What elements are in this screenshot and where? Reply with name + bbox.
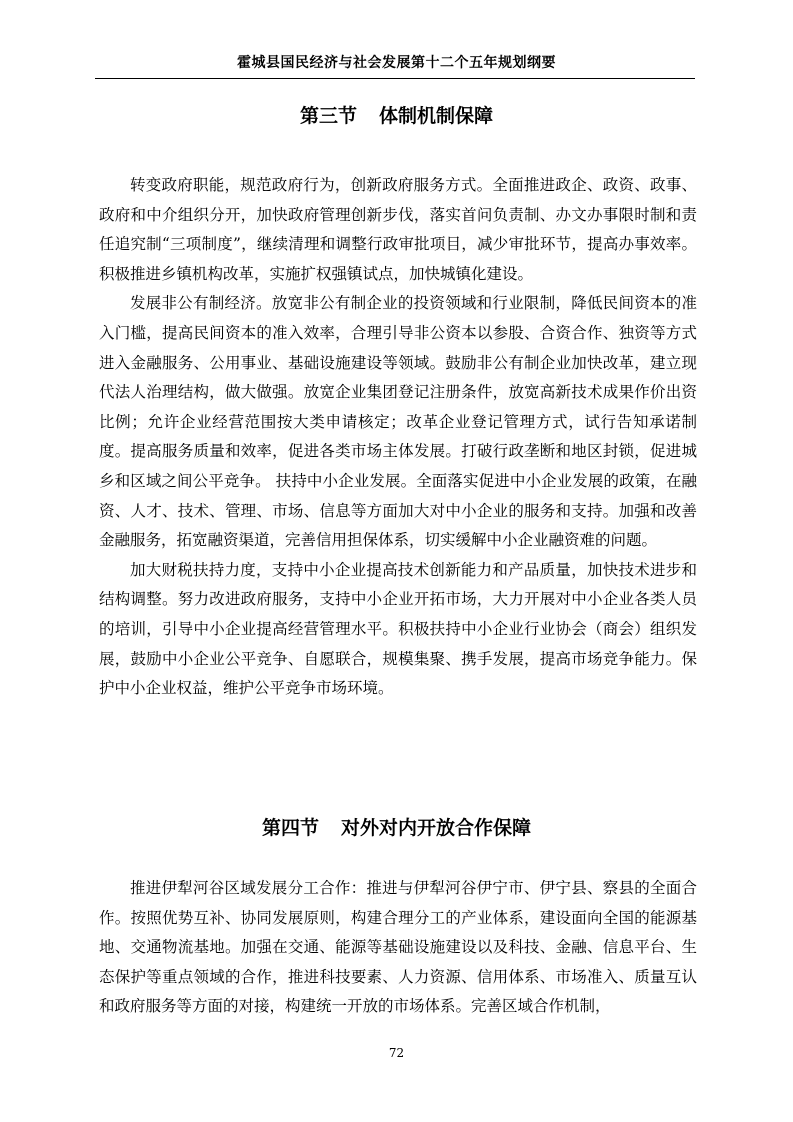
- section-3-paragraph-3: 加大财税扶持力度，支持中小企业提高技术创新能力和产品质量，加快技术进步和结构调整。努力改进政府服务，支持中小企业开拓市场，大力开展对中小企业各类人员的培训，引导中小企业提高经营管理水平。积极扶持中小企业行业协会（商会）组织发展，鼓励中小企业公平竞争、自愿联合，规模集聚、携手发展，提高市场竞争能力。保护中小企业权益，维护公平竞争市场环境。: [99, 560, 697, 698]
- page-number: 72: [388, 1046, 405, 1060]
- section-3-title: 体制机制保障: [379, 105, 494, 127]
- section-4-body: [99, 874, 697, 1022]
- section-4-heading: [0, 813, 793, 840]
- section-3-paragraph-1: 转变政府职能，规范政府行为，创新政府服务方式。全面推进政企、政资、政事、政府和中介组织分开，加快政府管理创新步伐，落实首问负责制、办文办事限时制和责任追究制“三项制度”，继续清理和调整行政审批项目，减少审批环节，提高办事效率。积极推进乡镇机构改革，实施扩权强镇试点，加快城镇化建设。: [99, 176, 697, 283]
- section-3-paragraph-2: 发展非公有制经济。放宽非公有制企业的投资领域和行业限制，降低民间资本的准入门槛，提高民间资本的准入效率，合理引导非公资本以参股、合资合作、独资等方式进入金融服务、公用事业、基础设施建设等领域。鼓励非公有制企业加快改革，建立现代法人治理结构，做大做强。放宽企业集团登记注册条件，放宽高新技术成果作价出资比例；允许企业经营范围按大类申请核定；改革企业登记管理方式，试行告知承诺制度。提高服务质量和效率，促进各类市场主体发展。打破行政垄断和地区封锁，促进城乡和区域之间公平竞争。 扶持中小企业发展。全面落实促进中小企业发展的政策，在融资、人才、技术、管理、市场、信息等方面加大对中小企业的服务和支持。加强和改善金融服务，拓宽融资渠道，完善信用担保体系，切实缓解中小企业融资难的问题。: [99, 294, 697, 550]
- section-4-number: 第四节: [261, 817, 319, 839]
- section-3-body: [99, 171, 697, 704]
- section-4-title: 对外对内开放合作保障: [341, 817, 532, 839]
- section-3-number: 第三节: [299, 105, 357, 127]
- section-3-heading: [0, 101, 793, 128]
- running-header: 霍城县国民经济与社会发展第十二个五年规划纲要: [237, 55, 556, 71]
- section-4-paragraph-1: 推进伊犁河谷区域发展分工合作：推进与伊犁河谷伊宁市、伊宁县、察县的全面合作。按照优势互补、协同发展原则，构建合理分工的产业体系，建设面向全国的能源基地、交通物流基地。加强在交通、能源等基础设施建设以及科技、金融、信息平台、生态保护等重点领域的合作，推进科技要素、人力资源、信用体系、市场准入、质量互认和政府服务等方面的对接，构建统一开放的市场体系。完善区域合作机制，: [99, 879, 697, 1016]
- header-rule: [95, 78, 695, 79]
